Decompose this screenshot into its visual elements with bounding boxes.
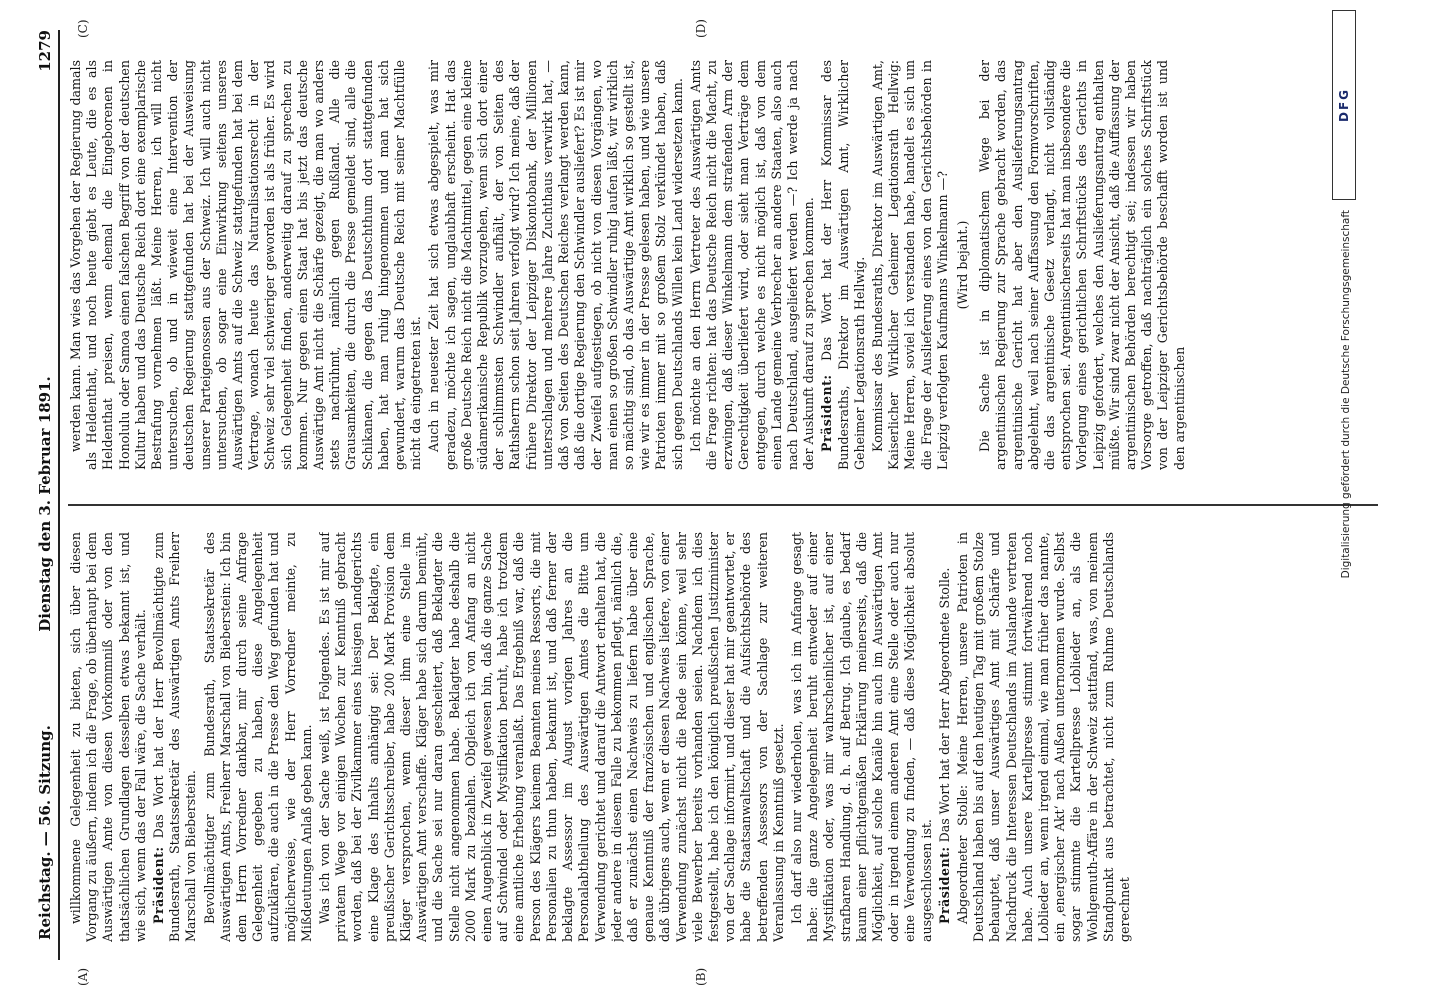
speaker-paragraph [819,60,868,470]
marker-c: (C) [76,19,90,38]
speaker-paragraph [151,532,200,942]
marker-a: (A) [76,967,90,986]
paragraph: Bevollmächtigter zum Bundesrath, Staatssekretär des Auswärtigen Amts, Freiherr Marschall von Bieberstein: Ich bin dem Herrn Vorredner dankbar, mir durch seine Anfrage Gelegenheit gegeben zu haben, diese Angelegenheit aufzuklären, die auch in die Presse den Weg gefunden hat und möglicherweise, wie der Herr Vorredner meinte, zu Mißdeutungen Anlaß geben kann. [201,532,314,942]
marker-d: (D) [694,19,708,38]
header-date: Dienstag den 3. Februar 1891. [36,376,54,632]
dfg-logo: DFG [1332,10,1356,200]
column-right [68,60,1378,470]
marker-b: (B) [694,967,708,986]
header-session: Reichstag. — 56. Sitzung. [36,725,54,940]
rotated-page [6,0,1396,1000]
paragraph: Kommissar des Bundesraths, Direktor im Auswärtigen Amt, Kaiserlicher Wirklicher Geheimer Legationsrath Hellwig: Meine Herren, soviel ich verstanden habe, handelt es sich um die Frage der Auslieferung eines von den Gerichtsbehörden in Leipzig verfolgten Kaufmanns Winkelmann —? [869,60,950,470]
paragraph: Abgeordneter Stolle: Meine Herren, unsere Patrioten in Deutschland haben bis auf den heutigen Tag mit großem Stolze behauptet, daß unser Auswärtiges Amt mit Schärfe und Nachdruck die Interessen Deutschlands im Auslande vertreten habe. Auch unsere Kartellpresse stimmt fortwährend noch Loblieder an, wenn irgend einmal, wie man früher das nannte, ein ‚energischer Akt‘ nach Außen unternommen wurde. Selbst sogar stimmte die Kartellpresse Loblieder an, als die Wohlgemuth-Affäre in der Schweiz stattfand, was, von meinem Standpunkt aus betrachtet, nicht zum Ruhme Deutschlands gerechnet [954,532,1132,942]
paragraph: Auch in neuester Zeit hat sich etwas abgespielt, was mir geradezu, möchte ich sagen, unglaubhaft erscheint. Hat das große Deutsche Reich nicht die Machtmittel, gegen eine kleine südamerikanische Republik vorzugehen, wenn sich dort einer der schlimmsten Schwindler aufhält, der von Seiten des Rathsherrn schon seit Jahren verfolgt wird? Ich meine, daß der frühere Direktor der Leipziger Diskontobank, der Millionen unterschlagen und mehrere Jahre Zuchthaus verwirkt hat, — daß von Seiten des Deutschen Reiches verlangt werden kann, daß die dortige Regierung den Schwindler ausliefert? Es ist mir der Zweifel aufgestiegen, ob nicht von diesen Vorgängen, wo man einen so großen Schwindler ruhig laufen läßt, wir wirklich so mächtig sind, ob das Auswärtige Amt wirklich so gestellt ist, wie wir es immer in der Presse gelesen haben, und wie unsere Patrioten immer mit so großem Stolz verkündet haben, daß sich gegen Deutschlands Willen kein Land widersetzen kann. [426,60,685,470]
paragraph: Was ich von der Sache weiß, ist Folgendes. Es ist mir auf privatem Wege vor einigen Wochen zur Kenntniß gebracht worden, daß bei der Zivilkammer eines hiesigen Landgerichts eine Klage des Inhalts anhängig sei: Der Beklagte, ein preußischer Gerichtsschreiber, habe 200 Mark Provision dem Kläger versprochen, wenn dieser ihm eine Stelle im Auswärtigen Amt verschaffe. Kläger habe sich darum bemüht, und die Sache sei nur daran gescheitert, daß Beklagter die Stelle nicht angenommen habe. Beklagter habe deshalb die 2000 Mark zu bezahlen. Obgleich ich von Anfang an nicht einen Augenblick in Zweifel gewesen bin, daß die ganze Sache auf Schwindel oder Mystifikation beruht, habe ich trotzdem eine amtliche Erhebung veranlaßt. Das Ergebniß war, daß die Person des Klägers keinem Beamten meines Ressorts, die mit Personalien zu thun haben, bekannt ist, und daß ferner der beklagte Assessor im August vorigen Jahres an die Personalabtheilung des Auswärtigen Amtes die Bitte um Verwendung gerichtet und darauf die Antwort erhalten hat, die jeder andere in diesem Falle zu bekommen pflegt, nämlich die, daß er zunächst einen Nachweis zu liefern habe über eine genaue Kenntniß der französischen und englischen Sprache, daß übrigens auch, wenn er diesen Nachweis liefere, von einer Verwendung zunächst nicht die Rede sein könne, weil sehr viele Bewerber bereits vorhanden seien. Nachdem ich dies festgestellt, habe ich den königlich preußischen Justizminister von der Sachlage informirt, und dieser hat mir geantwortet, er habe die Staatsanwaltschaft und die Aufsichtsbehörde des betreffenden Assessors von der Sachlage zur weiteren Veranlassung in Kenntniß gesetzt. [317,532,786,942]
header-rule [58,30,60,960]
speaker-name: Präsident: [819,374,835,452]
speaker-name: Präsident: [151,846,167,924]
column-left [68,532,1378,942]
paragraph: werden kann. Man wies das Vorgehen der Regierung damals als Heldenthat, und noch heute giebt es Leute, die es als Heldenthat preisen, wenn ehemal die Eingeborenen in Honolulu oder Samoa einen falschen Begriff von der deutschen Kultur haben und das Deutsche Reich dort eine exemplarische Bestrafung vornehmen läßt. Meine Herren, ich will nicht untersuchen, ob und in wieweit eine Intervention der deutschen Regierung stattgefunden hat bei der Ausweisung unserer Parteigenossen aus der Schweiz. Ich will auch nicht untersuchen, ob sogar eine Einwirkung seitens unseres Auswärtigen Amts auf die Schweiz stattgefunden hat bei dem Vertrage, wonach heute das Naturalisationsrecht in der Schweiz sehr viel schwieriger geworden ist als früher. Es wird sich Gelegenheit finden, anderweitig darauf zu sprechen zu kommen. Nur gegen einen Staat hat bis jetzt das deutsche Auswärtige Amt nicht die Schärfe gezeigt, die man wo anders stets nachrühmt, nämlich gegen Rußland. Alle die Grausamkeiten, die durch die Presse gemeldet sind, alle die Schikanen, die gegen das Deutschthum dort stattgefunden haben, hat man ruhig hingenommen und man hat sich gewundert, warum das Deutsche Reich mit seiner Machtfülle nicht da eingetreten ist. [68,60,424,470]
digitization-footer [1324,0,1364,1000]
speech-text: Das Wort hat der Herr Kommissar des Bundesraths, Direktor im Auswärtigen Amt, Wirklicher Geheimer Legationsrath Hellwig. [819,60,867,470]
speaker-paragraph [937,532,953,942]
stage-note: (Wird bejaht.) [954,220,970,310]
speech-text: Das Wort hat der Herr Bevollmächtigte zum Bundesrath, Staatssekretär des Auswärtigen Amts Freiherr Marschall von Bieberstein. [151,532,199,942]
paragraph: Ich darf also nur wiederholen, was ich im Anfange gesagt habe: die ganze Angelegenheit beruht entweder auf einer Mystifikation oder, was mir wahrscheinlicher ist, auf einer strafbaren Handlung, d. h. auf Betrug. Ich glaube, es bedarf kaum einer pflichtgemäßen Erklärung meinerseits, daß die Möglichkeit, auf solche Kanäle hin auch im Auswärtigen Amt oder in irgend einem anderen Amt eine Stelle oder auch nur eine Verwendung zu finden, — daß diese Möglichkeit absolut ausgeschlossen ist. [788,532,934,942]
paragraph: Ich möchte an den Herrn Vertreter des Auswärtigen Amts die Frage richten: hat das Deutsche Reich nicht die Macht, zu erzwingen, daß dieser Winkelmann dem strafenden Arm der Gerechtigkeit überliefert wird, oder sieht man Verträge dem entgegen, durch welche es nicht möglich ist, daß von dem einen Lande gemeine Verbrecher an andere Staaten, also auch nach Deutschland, ausgeliefert werden —? Ich werde ja nach der Auskunft darauf zu sprechen kommen. [687,60,817,470]
paragraph: willkommene Gelegenheit zu bieten, sich über diesen Vorgang zu äußern, indem ich die Frage, ob überhaupt bei dem Auswärtigen Amte von diesen Vorkommniß oder von den thatsächlichen Grundlagen desselben etwas bekannt ist, und wie sich, wenn das der Fall wäre, die Sache verhält. [68,532,148,942]
speaker-name: Präsident: [936,846,952,924]
digitization-credit: Digitalisierung gefördert durch die Deutsche Forschungsgemeinschaft [1340,210,1352,579]
page-number: 1279 [36,30,54,72]
column-divider [68,504,1378,506]
paragraph: Die Sache ist in diplomatischem Wege bei der argentinischen Regierung zur Sprache gebracht worden, das argentinische Gericht hat aber den Auslieferungsantrag abgelehnt, weil nach seiner Auffassung den Formvorschriften, die das argentinische Gesetz verlangt, nicht vollständig entsprochen sei. Argentinischerseits hat man insbesondere die Vorlegung eines gerichtlichen Schriftstücks des Gerichts in Leipzig gefordert, welches den Auslieferungsantrag enthalten müßte. Wir sind zwar nicht der Ansicht, daß die Auffassung der argentinischen Behörden berechtigt sei; indessen wir haben Vorsorge getroffen, daß nachträglich ein solches Schriftstück von der Leipziger Gerichtsbehörde beschafft worden ist und den argentinischen [977,60,1187,470]
speech-text: Das Wort hat der Herr Abgeordnete Stolle. [936,567,952,843]
page-header [14,30,62,978]
